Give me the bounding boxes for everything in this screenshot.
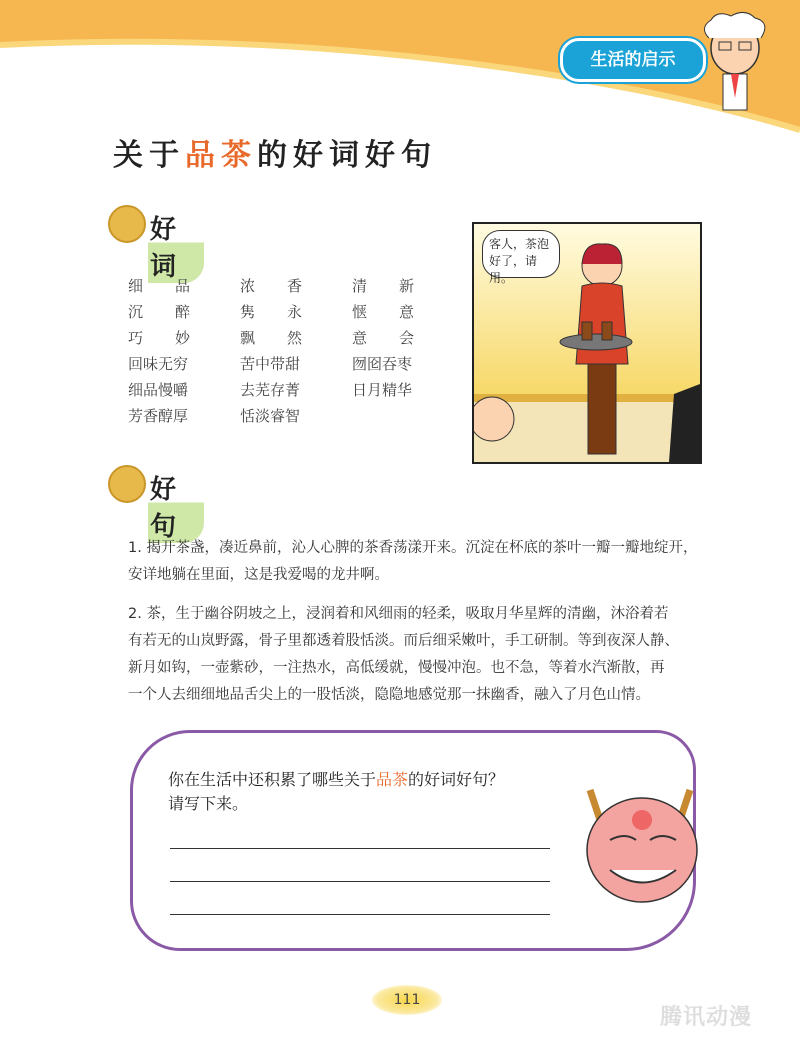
word-item (128, 327, 190, 353)
word-text: 囫囵吞枣 (352, 355, 413, 373)
text-line: 有若无的山岚野露，骨子里都透着股恬淡。而后细采嫩叶，手工研制。等到夜深人静、 (128, 633, 679, 649)
word-text: 浓 (240, 277, 256, 295)
word-item (128, 353, 190, 379)
word-row (128, 301, 464, 327)
word-text: 苦中带甜 (240, 355, 301, 373)
waitress-illustration (474, 224, 700, 462)
word-text: 醉 (174, 303, 190, 321)
word-text: 新 (398, 277, 414, 295)
section-tag: 生活的启示 (560, 38, 706, 82)
word-item (128, 275, 190, 301)
word-row (128, 353, 464, 379)
word-row (128, 405, 464, 431)
word-row (128, 379, 464, 405)
sentences-section-label: 好句 (148, 469, 204, 543)
title-suffix: 的好词好句 (257, 138, 437, 173)
word-item (240, 353, 302, 379)
word-text: 意 (352, 329, 368, 347)
text-line: 新月如钩，一壶紫砂，一注热水，高低缓就，慢慢冲泡。也不急，等着水汽渐散，再 (128, 660, 665, 676)
word-item (128, 405, 190, 431)
word-row (128, 327, 464, 353)
word-item (240, 327, 302, 353)
word-item (352, 327, 414, 353)
word-list (128, 275, 464, 431)
bubble-line: 客人，茶泡 (489, 237, 550, 251)
coin-icon (108, 205, 146, 243)
word-item (352, 301, 414, 327)
word-text: 妙 (174, 329, 190, 347)
bubble-line: 好了，请用。 (489, 254, 538, 285)
word-text: 飘 (240, 329, 256, 347)
pig-monster-illustration (570, 770, 720, 920)
page-number: 111 (372, 985, 442, 1015)
word-item (240, 301, 302, 327)
word-text: 去芜存菁 (240, 381, 301, 399)
text-line: 安详地躺在里面，这是我爱喝的龙井啊。 (128, 567, 389, 583)
title-highlight: 品茶 (185, 138, 257, 173)
word-item (352, 379, 414, 405)
text-line: 2. 茶，生于幽谷阴坡之上，浸润着和风细雨的轻柔，吸取月华星辉的清幽，沐浴着若 (128, 606, 669, 622)
word-text: 品 (174, 277, 190, 295)
watermark-logo: 腾讯动漫 (660, 1005, 753, 1030)
word-item (352, 275, 414, 301)
coin-icon (108, 465, 146, 503)
word-text: 回味无穷 (128, 355, 189, 373)
prompt-text (168, 768, 504, 816)
word-item (240, 405, 302, 431)
text-line: 1. 揭开茶盏，凑近鼻前，沁人心脾的茶香荡漾开来。沉淀在杯底的茶叶一瓣一瓣地绽开， (128, 540, 698, 556)
page-title (113, 130, 437, 174)
writing-line[interactable] (170, 914, 550, 915)
sentence-1 (128, 535, 697, 589)
word-text: 永 (286, 303, 302, 321)
sentence-2 (128, 601, 679, 709)
word-text: 恬淡睿智 (240, 407, 301, 425)
word-text: 隽 (240, 303, 256, 321)
word-item (240, 275, 302, 301)
word-item (128, 301, 190, 327)
word-text: 日月精华 (352, 381, 413, 399)
prompt-line2: 请写下来。 (168, 794, 249, 813)
word-item (352, 353, 414, 379)
word-text: 意 (398, 303, 414, 321)
prompt-suffix: 的好词好句？ (408, 770, 505, 789)
prompt-highlight: 品茶 (376, 770, 409, 789)
words-section-label: 好词 (148, 209, 204, 283)
comic-panel (472, 222, 702, 464)
title-prefix: 关于 (113, 138, 185, 173)
writing-line[interactable] (170, 881, 550, 882)
word-text: 沉 (128, 303, 144, 321)
writing-line[interactable] (170, 848, 550, 849)
word-text: 芳香醇厚 (128, 407, 189, 425)
professor-illustration (695, 8, 775, 118)
word-text: 会 (398, 329, 414, 347)
word-text: 细品慢嚼 (128, 381, 189, 399)
word-item (128, 379, 190, 405)
word-text: 然 (286, 329, 302, 347)
word-text: 香 (286, 277, 302, 295)
word-item (240, 379, 302, 405)
prompt-prefix: 你在生活中还积累了哪些关于 (168, 770, 377, 789)
word-text: 惬 (352, 303, 368, 321)
word-row (128, 275, 464, 301)
word-text: 细 (128, 277, 144, 295)
word-text: 清 (352, 277, 368, 295)
text-line: 一个人去细细地品舌尖上的一股恬淡，隐隐地感觉那一抹幽香，融入了月色山情。 (128, 687, 650, 703)
word-text: 巧 (128, 329, 144, 347)
